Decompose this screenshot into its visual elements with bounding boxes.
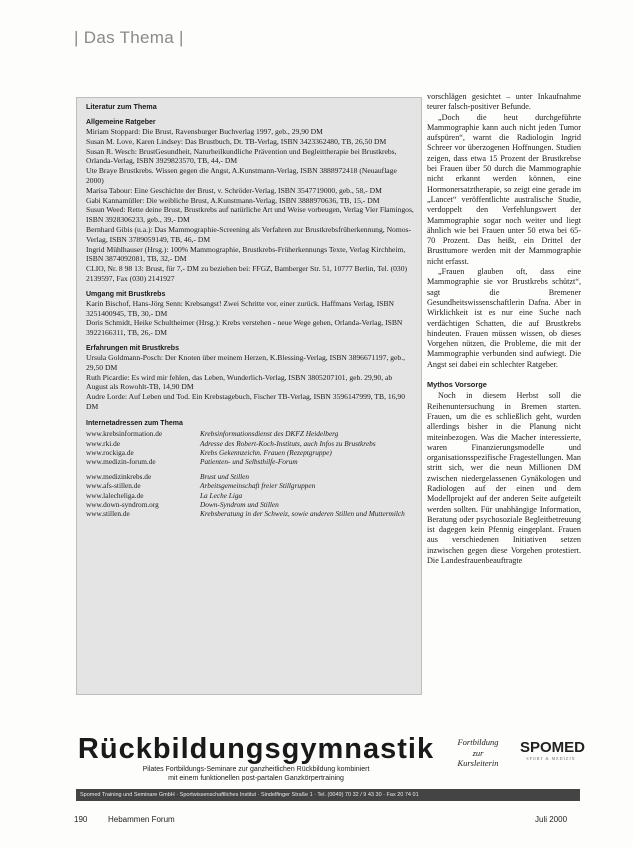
section-title: | Das Thema | [74, 28, 184, 47]
journal-name: Hebammen Forum [108, 815, 175, 824]
section-heading: Allgemeine Ratgeber [86, 119, 156, 126]
ad-subtitle-line: Pilates Fortbildungs-Seminare zur ganzheitlichen Rückbildung kombiniert [142, 766, 370, 773]
article-paragraph: „Frauen glauben oft, dass eine Mammographie sie vor Brustkrebs schützt“, sagt die Bremener Gesundheitswissenschaftlerin Dafna. Aber in Wirklichkeit ist es nur eine Suche nach verdächtigen Schatten, die auf Brustkrebs hindeuten. Frauen müssen wissen, ob dieses Vorgehen nützen, die Probleme, die mit der Mammographie verbunden sind aufwiegt. Die Angst sei dabei ein schlechter Ratgeber. [427, 267, 581, 369]
logo-subtext: SPORT & MEDIZIN [526, 756, 576, 761]
ad-subtitle [86, 766, 426, 783]
ad-side-text [448, 737, 508, 769]
link-url[interactable]: www.medizin-forum.de [86, 457, 156, 467]
section-heading: Erfahrungen mit Brustkrebs [86, 344, 179, 352]
link-url[interactable]: www.down-syndrom.org [86, 499, 159, 509]
literature-title: Literatur zum Thema [86, 102, 157, 111]
section-general [86, 119, 415, 284]
literature-entry: Gabi Kannamüller: Die weibliche Brust, A.Kunstmann-Verlag, ISBN 3888970636, TB, 15,- DM [86, 195, 380, 205]
link-url[interactable]: www.afs-stillen.de [86, 481, 141, 491]
article-subheading: Mythos Vorsorge [427, 380, 487, 390]
link-row [86, 491, 415, 500]
logo-text: SPOMED [520, 739, 586, 756]
ad-side-line: Fortbildung [457, 737, 499, 747]
literature-entry: Miriam Stoppard: Die Brust, Ravensburger Buchverlag 1997, geb., 29,90 DM [86, 127, 323, 136]
literature-entry: Ute Braye Brustkrebs. Wissen gegen die Angst, A.Kunstmann-Verlag, ISBN 3888972418 (Neuauflage 2000) [86, 166, 397, 185]
literature-entry: Marisa Tabour: Eine Geschichte der Brust, v. Schröder-Verlag, ISBN 3547719000, geb., 58,- DM [86, 185, 382, 195]
section-heading: Internetadressen zum Thema [86, 419, 183, 427]
literature-entry: Susan M. Love, Karen Lindsey: Das Brustbuch, Dt. TB-Verlag, ISBN 3423362480, TB, 26,50 DM [86, 136, 387, 146]
advertisement [76, 733, 586, 818]
literature-entry: Ruth Picardie: Es wird mir fehlen, das Leben, Wunderlich-Verlag, ISBN 3805207101, geb. 29,90, ab August als Rowohlt-TB, 14,90 DM [86, 372, 393, 392]
link-description: Arbeitsgemeinschaft freier Stillgruppen [200, 481, 316, 491]
article-paragraph: Noch in diesem Herbst soll die Reihenuntersuchung in Bremen starten. Frauen, um die es schließlich geht, wurden allerdings bisher in die Planung nicht miteinbezogen. Was die Macher interessierte, waren Finanzierungsmodelle und organisationsspezifische Fragestellungen. Man stritt sich, wer die neun Millionen DM zwischen niedergelassenen Gynäkologen und Radiologen auf der einen und dem Modellprojekt auf der anderen Seite aufgeteilt werden sollten. Für unabhängige Information, Beratung oder psychosoziale Begleitbetreuung ist dagegen kein Pfennig eingeplant. Frauen aus verschiedenen Initiativen setzen inzwischen gegen diese Vorgehen protestiert. Die Landesfrauenbeauftragte [427, 391, 581, 566]
link-url[interactable]: www.krebsinformation.de [86, 429, 163, 439]
article-paragraph: vorschlägen gesichtet – unter Inkaufnahme teurer falsch-positiver Befunde. [427, 92, 581, 112]
link-row [86, 457, 415, 466]
ad-contact-bar: Spomed Training und Seminare GmbH · Sportwissenschaftliches Institut · Sindelfinger Straße 1 · Tel. (0049) 70 32 / 9 43 30 · Fax 20 74 01 [76, 789, 580, 801]
article-paragraph: „Doch die heut durchgeführte Mammographie kann auch nicht jeden Tumor aufspüren“, warnt die Radiologin Ingrid Schreer vor überzogenen Hoffnungen. Studien zeigen, dass etwa 15 Prozent der Brustkrebse bei Frauen über 50 durch die Mammographie nicht erkannt werden können, eine Hormonersatztherapie, so zeigt eine gerade im „Lancet“ veröffentlichte australische Studie, verdoppelt den Verfehlungswert der Mammographie sogar noch weiter und liegt ähnlich wie bei Frauen unter 50 etwa bei 65-70 Prozent. Das heißt, ein Drittel der Brusttumore werden mit der Mammographie nicht erfasst. [427, 112, 581, 266]
link-url[interactable]: www.medizinkrebs.de [86, 471, 152, 481]
link-description: Down-Syndrom und Stillen [200, 499, 279, 509]
spomed-logo [520, 739, 586, 761]
literature-entry: CLIO, Nr. 8 98 13: Brust, für 7,- DM zu beziehen bei: FFGZ, Bamberger Str. 51, 10777 Berlin, Tel. (030) 2139597, Fax (030) 2141927 [86, 264, 408, 283]
link-description: Krebs Gekennzeichn. Frauen (Rezeptgruppe) [200, 447, 332, 457]
literature-entry: Bernhard Gibis (u.a.): Das Mammographie-Screening als Verfahren zur Brustkrebsfrüherkennung, Nomos-Verlag, ISBN 3789059149, TB, 46,- DM [86, 224, 412, 244]
link-description: Brust und Stillen [200, 471, 250, 481]
issue-date: Juli 2000 [535, 815, 568, 824]
literature-entry: Karin Bischof, Hans-Jörg Senn: Krebsangst! Zwei Schritte vor, einer zurück. Haffmans Verlag, ISBN 3251400945, TB, 30,- DM [86, 298, 395, 318]
link-url[interactable]: www.lalecheliga.de [86, 490, 144, 500]
section-internet [86, 419, 415, 519]
ad-subtitle-line: mit einem funktionellen post-partalen Ganzkörpertraining [168, 774, 344, 782]
link-url[interactable]: www.rockiga.de [86, 447, 134, 457]
link-row [86, 448, 415, 457]
section-coping [86, 291, 415, 338]
link-url[interactable]: www.rki.de [86, 438, 120, 448]
link-row [86, 500, 415, 509]
page-number: 190 [74, 815, 88, 824]
link-description: La Leche Liga [200, 490, 243, 500]
ad-side-line: Kursleiterin [457, 758, 499, 768]
literature-entry: Susun Weed: Rette deine Brust, Brustkrebs auf natürliche Art und Weise vorbeugen, Verlag Vier Flamingos, ISBN 3928306233, geb., 39,- DM [86, 205, 414, 225]
link-description: Krebsinformationsdienst des DKFZ Heidelberg [200, 429, 339, 439]
ad-side-line: zur [472, 747, 484, 758]
literature-entry: Doris Schmidt, Heike Schultheimer (Hrsg.): Krebs verstehen - neue Wege gehen, Orlanda-Verlag, ISBN 3922166311, TB, 26,- DM [86, 318, 403, 338]
link-description: Adresse des Robert-Koch-Instituts, auch Infos zu Brustkrebs [200, 438, 376, 448]
link-description: Patienten- und Selbsthilfe-Forum [200, 457, 298, 467]
link-row [86, 439, 415, 448]
link-url[interactable]: www.stillen.de [86, 509, 130, 519]
link-row [86, 472, 415, 481]
literature-entry: Audre Lorde: Auf Leben und Tod. Ein Krebstagebuch, Fischer TB-Verlag, ISBN 3596147999, TB, 16,90 DM [86, 392, 405, 411]
ad-title: Rückbildungsgymnastik [77, 733, 435, 765]
link-row [86, 481, 415, 490]
section-experiences [86, 345, 415, 412]
literature-entry: Ingrid Mühlhauser (Hrsg.): 100% Mammographie, Brustkrebs-Früherkennungs Texte, Verlag Kirchheim, ISBN 3874092081, TB, 32,- DM [86, 244, 406, 264]
link-row [86, 429, 415, 438]
link-description: Krebsberatung in der Schweiz, sowie anderen Stillen und Muttermilch [200, 509, 405, 519]
link-row [86, 509, 415, 518]
section-heading: Umgang mit Brustkrebs [86, 290, 166, 298]
literature-box [76, 97, 422, 695]
literature-entry: Ursula Goldmann-Posch: Der Knoten über meinem Herzen, K.Blessing-Verlag, ISBN 3896671197, geb., 29,50 DM [86, 352, 406, 372]
article-column [427, 92, 581, 566]
literature-entry: Susan R. Wesch: BrustGesundheit, Naturheilkundliche Prävention und Begleittherapie bei Brustkrebs, Orlanda-Verlag, ISBN 3929823570, TB, 44,- DM [86, 146, 397, 166]
